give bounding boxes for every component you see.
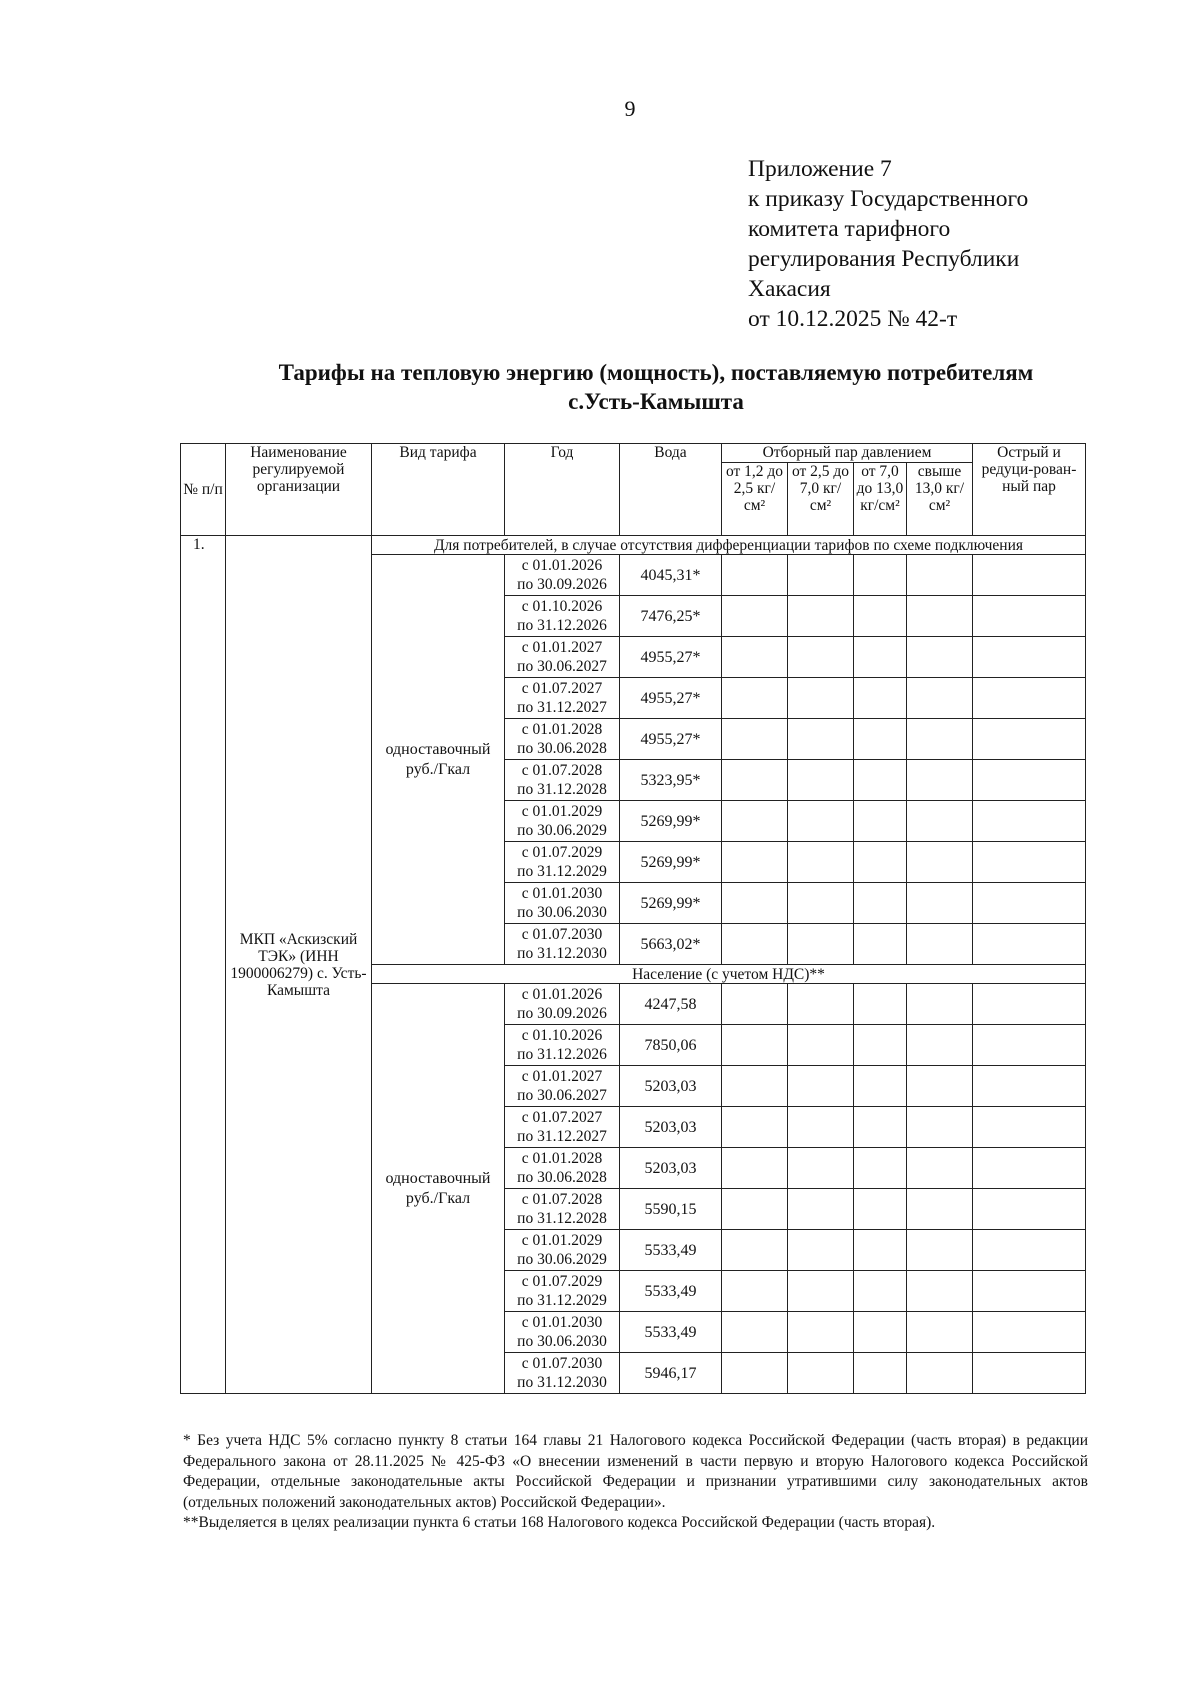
- empty-cell: [854, 1230, 907, 1271]
- period-to: по 30.06.2027: [517, 658, 607, 675]
- empty-cell: [854, 1148, 907, 1189]
- water-tariff: 5533,49: [620, 1312, 722, 1353]
- empty-cell: [973, 1025, 1086, 1066]
- empty-cell: [722, 842, 788, 883]
- header-water: Вода: [620, 444, 722, 536]
- water-tariff: 5203,03: [620, 1066, 722, 1107]
- water-tariff: 5590,15: [620, 1189, 722, 1230]
- header-num: № п/п: [181, 444, 226, 536]
- empty-cell: [722, 883, 788, 924]
- water-tariff: 5946,17: [620, 1353, 722, 1394]
- empty-cell: [722, 678, 788, 719]
- empty-cell: [907, 637, 973, 678]
- water-tariff: 5269,99*: [620, 883, 722, 924]
- period-cell: [505, 801, 620, 842]
- header-sharp-steam: Острый и редуци-рован-ный пар: [973, 444, 1086, 536]
- empty-cell: [973, 1312, 1086, 1353]
- period-from: с 01.01.2030: [521, 885, 603, 902]
- period-from: с 01.01.2026: [521, 557, 603, 574]
- water-tariff: 4247,58: [620, 984, 722, 1025]
- period-from: с 01.07.2028: [521, 762, 603, 779]
- appendix-line: Приложение 7: [748, 156, 892, 182]
- empty-cell: [854, 555, 907, 596]
- period-cell: [505, 924, 620, 965]
- appendix-line: от 10.12.2025 № 42-т: [748, 306, 958, 332]
- period-cell: [505, 678, 620, 719]
- organization-name: МКП «Аскизский ТЭК» (ИНН 1900006279) с. Усть-Камышта: [226, 536, 372, 1394]
- empty-cell: [973, 678, 1086, 719]
- empty-cell: [907, 1148, 973, 1189]
- empty-cell: [722, 1107, 788, 1148]
- appendix-line: регулирования Республики: [748, 246, 1020, 272]
- period-from: с 01.01.2027: [521, 1068, 603, 1085]
- period-cell: [505, 1230, 620, 1271]
- section-label: Население (с учетом НДС)**: [372, 965, 1086, 984]
- water-tariff: 5269,99*: [620, 801, 722, 842]
- empty-cell: [722, 984, 788, 1025]
- period-cell: [505, 1189, 620, 1230]
- empty-cell: [973, 1271, 1086, 1312]
- tariff-type: одноставочный руб./Гкал: [372, 984, 505, 1394]
- empty-cell: [907, 842, 973, 883]
- period-to: по 30.06.2027: [517, 1087, 607, 1104]
- empty-cell: [973, 719, 1086, 760]
- empty-cell: [973, 760, 1086, 801]
- empty-cell: [907, 801, 973, 842]
- period-to: по 30.06.2029: [517, 1251, 607, 1268]
- empty-cell: [854, 984, 907, 1025]
- water-tariff: 4955,27*: [620, 637, 722, 678]
- empty-cell: [907, 1025, 973, 1066]
- header-steam-1: от 1,2 до 2,5 кг/см²: [722, 463, 788, 536]
- empty-cell: [854, 801, 907, 842]
- empty-cell: [907, 984, 973, 1025]
- empty-cell: [907, 555, 973, 596]
- period-to: по 30.06.2030: [517, 1333, 607, 1350]
- period-from: с 01.07.2029: [521, 1273, 603, 1290]
- period-cell: [505, 1025, 620, 1066]
- header-steam-4: свыше 13,0 кг/см²: [907, 463, 973, 536]
- empty-cell: [854, 1271, 907, 1312]
- empty-cell: [854, 1107, 907, 1148]
- header-year: Год: [505, 444, 620, 536]
- empty-cell: [788, 801, 854, 842]
- empty-cell: [907, 1271, 973, 1312]
- empty-cell: [854, 883, 907, 924]
- empty-cell: [854, 596, 907, 637]
- document-title: [190, 358, 1122, 416]
- empty-cell: [722, 1066, 788, 1107]
- empty-cell: [788, 678, 854, 719]
- water-tariff: 7850,06: [620, 1025, 722, 1066]
- empty-cell: [788, 760, 854, 801]
- empty-cell: [973, 1148, 1086, 1189]
- period-from: с 01.01.2028: [521, 721, 603, 738]
- empty-cell: [973, 801, 1086, 842]
- period-cell: [505, 1312, 620, 1353]
- empty-cell: [788, 1066, 854, 1107]
- period-cell: [505, 842, 620, 883]
- empty-cell: [854, 924, 907, 965]
- empty-cell: [788, 842, 854, 883]
- period-to: по 30.09.2026: [517, 1005, 607, 1022]
- period-from: с 01.01.2027: [521, 639, 603, 656]
- empty-cell: [973, 883, 1086, 924]
- period-from: с 01.01.2028: [521, 1150, 603, 1167]
- period-from: с 01.01.2030: [521, 1314, 603, 1331]
- empty-cell: [907, 924, 973, 965]
- empty-cell: [973, 1107, 1086, 1148]
- water-tariff: 5269,99*: [620, 842, 722, 883]
- empty-cell: [788, 1312, 854, 1353]
- empty-cell: [788, 924, 854, 965]
- empty-cell: [722, 1025, 788, 1066]
- period-cell: [505, 984, 620, 1025]
- empty-cell: [722, 1148, 788, 1189]
- empty-cell: [907, 1230, 973, 1271]
- period-to: по 30.06.2029: [517, 822, 607, 839]
- period-from: с 01.07.2030: [521, 1355, 603, 1372]
- empty-cell: [973, 984, 1086, 1025]
- period-to: по 31.12.2030: [517, 945, 607, 962]
- footnote: **Выделяется в целях реализации пункта 6 статьи 168 Налогового кодекса Российской Федерации (часть вторая).: [183, 1514, 936, 1531]
- empty-cell: [907, 883, 973, 924]
- empty-cell: [973, 1066, 1086, 1107]
- header-steam-group: Отборный пар давлением: [722, 444, 973, 463]
- period-cell: [505, 1066, 620, 1107]
- empty-cell: [722, 760, 788, 801]
- period-from: с 01.07.2027: [521, 1109, 603, 1126]
- water-tariff: 4045,31*: [620, 555, 722, 596]
- water-tariff: 5533,49: [620, 1271, 722, 1312]
- period-to: по 31.12.2028: [517, 781, 607, 798]
- empty-cell: [722, 637, 788, 678]
- empty-cell: [722, 1312, 788, 1353]
- period-from: с 01.07.2027: [521, 680, 603, 697]
- period-from: с 01.07.2030: [521, 926, 603, 943]
- empty-cell: [907, 678, 973, 719]
- header-steam-3: от 7,0 до 13,0 кг/см²: [854, 463, 907, 536]
- empty-cell: [788, 1025, 854, 1066]
- empty-cell: [854, 637, 907, 678]
- empty-cell: [722, 596, 788, 637]
- period-to: по 31.12.2029: [517, 1292, 607, 1309]
- empty-cell: [907, 1189, 973, 1230]
- appendix-line: Хакасия: [748, 276, 831, 302]
- appendix-block: [748, 154, 1028, 334]
- empty-cell: [973, 1353, 1086, 1394]
- appendix-line: к приказу Государственного: [748, 186, 1029, 212]
- empty-cell: [907, 1353, 973, 1394]
- water-tariff: 4955,27*: [620, 678, 722, 719]
- empty-cell: [907, 719, 973, 760]
- empty-cell: [907, 596, 973, 637]
- empty-cell: [907, 1312, 973, 1353]
- water-tariff: 7476,25*: [620, 596, 722, 637]
- period-to: по 31.12.2026: [517, 617, 607, 634]
- header-org: Наименование регулируемой организации: [226, 444, 372, 536]
- period-cell: [505, 1148, 620, 1189]
- empty-cell: [722, 555, 788, 596]
- empty-cell: [722, 719, 788, 760]
- period-from: с 01.10.2026: [521, 1027, 603, 1044]
- period-from: с 01.01.2029: [521, 1232, 603, 1249]
- water-tariff: 4955,27*: [620, 719, 722, 760]
- empty-cell: [973, 1230, 1086, 1271]
- period-cell: [505, 1271, 620, 1312]
- water-tariff: 5203,03: [620, 1148, 722, 1189]
- empty-cell: [907, 1107, 973, 1148]
- empty-cell: [854, 719, 907, 760]
- water-tariff: 5533,49: [620, 1230, 722, 1271]
- footnote: * Без учета НДС 5% согласно пункту 8 статьи 164 главы 21 Налогового кодекса Российской Федерации (часть вторая) в редакции Федерального закона от 28.11.2025 № 425-ФЗ «О внесении изменений в части первую и вторую Налогового кодекса Российской Федерации, отдельные законодательные акты Российской Федерации и признании утратившими силу законодательных актов (отдельных положений законодательных актов) Российской Федерации».: [183, 1432, 1088, 1511]
- empty-cell: [973, 924, 1086, 965]
- empty-cell: [788, 1353, 854, 1394]
- period-to: по 31.12.2026: [517, 1046, 607, 1063]
- empty-cell: [788, 1189, 854, 1230]
- period-to: по 31.12.2028: [517, 1210, 607, 1227]
- empty-cell: [907, 760, 973, 801]
- empty-cell: [722, 1353, 788, 1394]
- empty-cell: [788, 719, 854, 760]
- empty-cell: [854, 1189, 907, 1230]
- period-to: по 31.12.2029: [517, 863, 607, 880]
- period-from: с 01.10.2026: [521, 598, 603, 615]
- header-row: [181, 444, 1086, 463]
- empty-cell: [722, 924, 788, 965]
- empty-cell: [722, 801, 788, 842]
- period-cell: [505, 1107, 620, 1148]
- water-tariff: 5323,95*: [620, 760, 722, 801]
- section-label: Для потребителей, в случае отсутствия дифференциации тарифов по схеме подключения: [372, 536, 1086, 555]
- empty-cell: [722, 1230, 788, 1271]
- period-cell: [505, 637, 620, 678]
- empty-cell: [973, 637, 1086, 678]
- title-line: Тарифы на тепловую энергию (мощность), поставляемую потребителям: [278, 360, 1034, 385]
- footnotes: [183, 1431, 1088, 1534]
- empty-cell: [973, 842, 1086, 883]
- period-cell: [505, 596, 620, 637]
- empty-cell: [854, 678, 907, 719]
- empty-cell: [788, 1107, 854, 1148]
- period-to: по 30.09.2026: [517, 576, 607, 593]
- empty-cell: [973, 596, 1086, 637]
- empty-cell: [788, 1271, 854, 1312]
- period-from: с 01.07.2029: [521, 844, 603, 861]
- empty-cell: [788, 984, 854, 1025]
- section-row: [181, 536, 1086, 555]
- empty-cell: [854, 1066, 907, 1107]
- period-cell: [505, 760, 620, 801]
- period-cell: [505, 555, 620, 596]
- empty-cell: [907, 1066, 973, 1107]
- period-to: по 31.12.2027: [517, 699, 607, 716]
- empty-cell: [722, 1271, 788, 1312]
- empty-cell: [973, 555, 1086, 596]
- title-line: с.Усть-Камышта: [568, 389, 744, 414]
- period-cell: [505, 883, 620, 924]
- period-from: с 01.07.2028: [521, 1191, 603, 1208]
- header-steam-2: от 2,5 до 7,0 кг/см²: [788, 463, 854, 536]
- period-from: с 01.01.2026: [521, 986, 603, 1003]
- period-to: по 30.06.2028: [517, 1169, 607, 1186]
- empty-cell: [854, 1312, 907, 1353]
- period-to: по 30.06.2030: [517, 904, 607, 921]
- period-to: по 31.12.2027: [517, 1128, 607, 1145]
- period-cell: [505, 1353, 620, 1394]
- empty-cell: [854, 842, 907, 883]
- water-tariff: 5203,03: [620, 1107, 722, 1148]
- period-from: с 01.01.2029: [521, 803, 603, 820]
- appendix-line: комитета тарифного: [748, 216, 951, 242]
- period-cell: [505, 719, 620, 760]
- empty-cell: [788, 637, 854, 678]
- empty-cell: [788, 1230, 854, 1271]
- empty-cell: [973, 1189, 1086, 1230]
- empty-cell: [788, 555, 854, 596]
- empty-cell: [854, 1025, 907, 1066]
- page-number: 9: [624, 96, 636, 121]
- row-number: 1.: [181, 536, 226, 1394]
- empty-cell: [788, 596, 854, 637]
- empty-cell: [722, 1189, 788, 1230]
- period-to: по 31.12.2030: [517, 1374, 607, 1391]
- empty-cell: [788, 1148, 854, 1189]
- period-to: по 30.06.2028: [517, 740, 607, 757]
- empty-cell: [854, 760, 907, 801]
- water-tariff: 5663,02*: [620, 924, 722, 965]
- empty-cell: [854, 1353, 907, 1394]
- header-type: Вид тарифа: [372, 444, 505, 536]
- empty-cell: [788, 883, 854, 924]
- tariff-table: [180, 443, 1086, 1394]
- tariff-type: одноставочный руб./Гкал: [372, 555, 505, 965]
